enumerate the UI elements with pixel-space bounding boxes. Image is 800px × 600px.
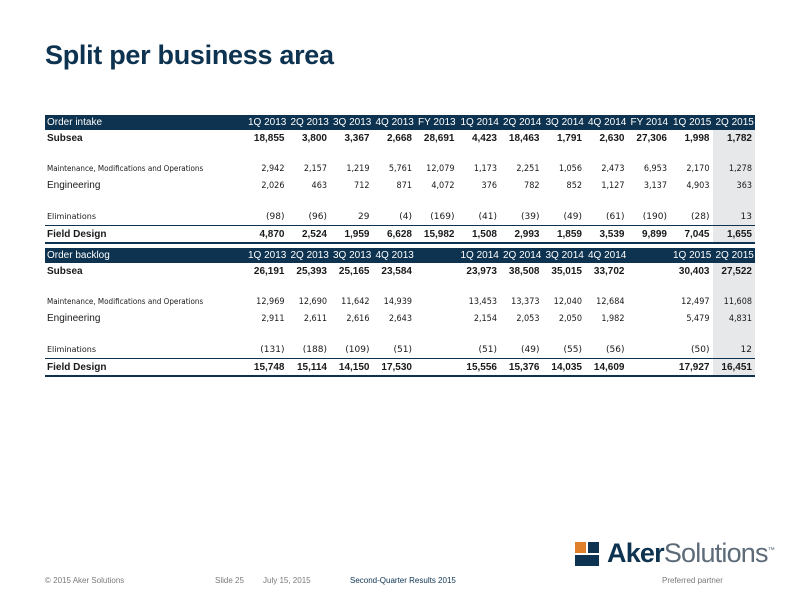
cell-value: 14,035 [543,359,586,377]
cell-value: 1Q 2014 [458,248,501,263]
cell-value: (51) [393,344,412,355]
cell-value: 4,870 [245,226,288,244]
cell-value: 27,522 [713,263,756,279]
cell-value: 1,959 [330,226,373,244]
cell-value: 3Q 2014 [543,248,586,263]
cell-value: 12,969 [256,296,285,307]
cell-value: 2,611 [303,313,327,324]
cell-value: 2,524 [288,226,331,244]
cell-value: (4) [399,211,412,222]
cell-value: (41) [478,211,497,222]
row-label: Maintenance, Modifications and Operations [47,297,204,306]
cell-value: (61) [606,211,625,222]
cell-value: (109) [345,344,370,355]
cell-value: 26,191 [253,265,285,277]
order-intake-mmo-row [45,160,755,177]
cell-value: 14,609 [585,359,628,377]
cell-value: 25,165 [338,265,370,277]
cell-value: 1,982 [601,313,625,324]
footer-report-title: Second-Quarter Results 2015 [350,576,456,585]
cell-value: 4Q 2014 [585,115,628,130]
footer-tagline: Preferred partner [662,576,723,585]
cell-value: (28) [691,211,710,222]
order-intake-engineering-row [45,177,755,194]
cell-value: 3,137 [643,180,667,191]
row-label: Subsea [47,132,83,144]
cell-value: 2,170 [686,163,710,174]
cell-value: 12 [713,341,756,359]
cell-value: (50) [691,344,710,355]
cell-value: 6,953 [643,163,667,174]
cell-value: 4Q 2013 [373,248,416,263]
cell-value: 17,530 [373,359,416,377]
row-label: Field Design [45,226,245,244]
cell-value: 2Q 2013 [288,248,331,263]
cell-value: 1,219 [346,163,370,174]
logo-mark-icon [575,542,599,566]
cell-value: (96) [308,211,327,222]
order-intake-header-row [45,115,755,130]
cell-value: 25,393 [296,265,327,277]
cell-value: 1,655 [713,226,756,244]
cell-value: 12,497 [681,296,710,307]
cell-value: 1,782 [713,130,756,146]
order-backlog-header-row [45,248,755,263]
cell-value: 4Q 2014 [585,248,628,263]
cell-value: 11,642 [341,296,370,307]
cell-value [628,263,671,279]
cell-value: 852 [566,180,582,191]
cell-value [628,341,671,359]
cell-value: 1,127 [601,180,625,191]
cell-value: 2,630 [599,132,625,144]
cell-value: 15,114 [288,359,331,377]
order-intake-eliminations-row [45,208,755,226]
cell-value [628,359,671,377]
row-label: Engineering [47,313,101,324]
cell-value: 12,690 [298,296,327,307]
cell-value: 2Q 2014 [500,248,543,263]
cell-value: 2,050 [558,313,582,324]
order-backlog-subsea-row [45,263,755,279]
footer-date: July 15, 2015 [263,576,311,585]
cell-value: (49) [563,211,582,222]
cell-value: 12,079 [426,163,455,174]
cell-value: 3Q 2013 [330,248,373,263]
cell-value: 1,791 [556,132,582,144]
cell-value: (188) [302,344,327,355]
row-label: Eliminations [47,212,96,221]
cell-value: 1Q 2015 [670,115,713,130]
cell-value: 11,608 [713,293,756,310]
cell-value: 2,668 [386,132,412,144]
cell-value [628,293,671,310]
cell-value: 782 [524,180,540,191]
cell-value: 15,748 [245,359,288,377]
cell-value: (190) [642,211,667,222]
row-label: Maintenance, Modifications and Operations [47,164,204,173]
footer-slide-number: Slide 25 [215,576,244,585]
cell-value: 18,855 [253,132,285,144]
cell-value: 1,859 [543,226,586,244]
cell-value: 35,015 [551,265,582,277]
cell-value: 33,702 [593,265,625,277]
order-intake-subsea-row [45,130,755,146]
cell-value: 2,026 [261,180,285,191]
cell-value: 2Q 2013 [288,115,331,130]
cell-value [415,263,458,279]
cell-value: (39) [521,211,540,222]
cell-value: 9,899 [628,226,671,244]
cell-value: 2,154 [473,313,497,324]
cell-value: 1,173 [473,163,497,174]
cell-value: 2,911 [261,313,285,324]
cell-value: 1Q 2013 [245,115,288,130]
cell-value: 1,508 [458,226,501,244]
cell-value: (55) [563,344,582,355]
cell-value: 1Q 2014 [458,115,501,130]
cell-value: 4,423 [471,132,497,144]
cell-value: 12,684 [596,296,625,307]
cell-value: 4Q 2013 [373,115,416,130]
cell-value: 17,927 [670,359,713,377]
cell-value: FY 2014 [628,115,671,130]
row-label: Order intake [45,115,245,130]
cell-value: FY 2013 [415,115,458,130]
cell-value [415,359,458,377]
cell-value: 2Q 2015 [713,248,756,263]
cell-value: 2,993 [500,226,543,244]
cell-value: 3Q 2013 [330,115,373,130]
cell-value: 38,508 [508,265,540,277]
cell-value: 1,998 [684,132,710,144]
cell-value: (56) [606,344,625,355]
order-intake-table [45,115,755,244]
cell-value: (51) [478,344,497,355]
order-backlog-eliminations-row [45,341,755,359]
cell-value: 13,453 [468,296,497,307]
cell-value: 5,761 [388,163,412,174]
cell-value: 2,473 [601,163,625,174]
cell-value: 23,973 [466,265,497,277]
cell-value: 2Q 2014 [500,115,543,130]
cell-value: 13,373 [511,296,540,307]
cell-value: 30,403 [678,265,710,277]
row-label: Order backlog [45,248,245,263]
cell-value: 3,800 [301,132,327,144]
order-backlog-mmo-row [45,293,755,310]
footer-copyright: © 2015 Aker Solutions [45,576,125,585]
cell-value: 18,463 [508,132,540,144]
cell-value: 1,278 [713,160,756,177]
cell-value [415,310,458,327]
cell-value: 7,045 [670,226,713,244]
cell-value: 363 [713,177,756,194]
cell-value: (98) [266,211,285,222]
cell-value: 15,376 [500,359,543,377]
cell-value: 3,539 [585,226,628,244]
order-backlog-engineering-row [45,310,755,327]
cell-value: 23,584 [381,265,412,277]
cell-value: 1Q 2013 [245,248,288,263]
cell-value [415,293,458,310]
cell-value: (49) [521,344,540,355]
cell-value: 6,628 [373,226,416,244]
cell-value: 27,306 [636,132,667,144]
order-backlog-table [45,248,755,377]
cell-value: 463 [311,180,327,191]
cell-value [415,341,458,359]
cell-value: 16,451 [713,359,756,377]
order-backlog-field-design-row [45,359,755,377]
cell-value: 3Q 2014 [543,115,586,130]
cell-value [628,248,671,263]
cell-value: 871 [396,180,412,191]
cell-value: 2,157 [303,163,327,174]
cell-value: 2,643 [388,313,412,324]
cell-value: 2,053 [516,313,540,324]
cell-value: 29 [358,211,370,222]
cell-value: 2,251 [516,163,540,174]
row-label: Eliminations [47,345,96,354]
cell-value: 28,691 [423,132,455,144]
cell-value: 1,056 [558,163,582,174]
cell-value: 712 [354,180,370,191]
cell-value: 14,939 [383,296,412,307]
cell-value: 12,040 [553,296,582,307]
row-label: Engineering [47,180,101,191]
cell-value [628,310,671,327]
cell-value: 15,982 [415,226,458,244]
cell-value: 4,831 [713,310,756,327]
cell-value [415,248,458,263]
cell-value: 4,072 [431,180,455,191]
order-intake-field-design-row [45,226,755,244]
cell-value: 376 [481,180,497,191]
cell-value: (131) [260,344,285,355]
row-label: Field Design [45,359,245,377]
cell-value: 15,556 [458,359,501,377]
row-label: Subsea [47,265,83,277]
cell-value: 14,150 [330,359,373,377]
cell-value: 4,903 [686,180,710,191]
cell-value: 2Q 2015 [713,115,756,130]
cell-value: 5,479 [686,313,710,324]
cell-value: 1Q 2015 [670,248,713,263]
cell-value: 13 [713,208,756,226]
page-title: Split per business area [45,40,334,70]
cell-value: 2,616 [346,313,370,324]
cell-value: 3,367 [344,132,370,144]
aker-solutions-logo [575,538,774,570]
cell-value: (169) [430,211,455,222]
logo-wordmark: AkerSolutions™ [607,538,774,568]
cell-value: 2,942 [261,163,285,174]
